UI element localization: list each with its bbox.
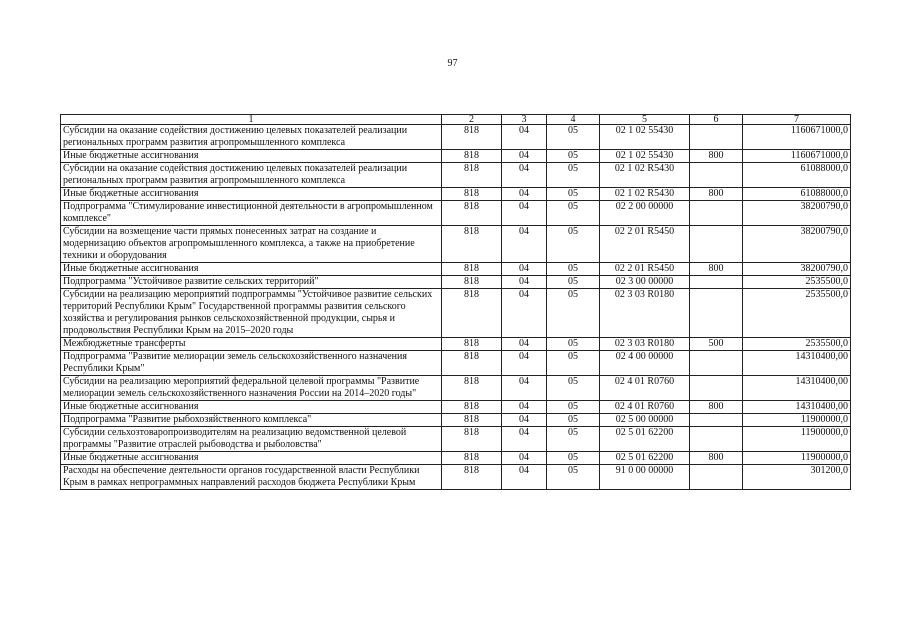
row-target-article-cell: 91 0 00 00000	[600, 465, 690, 490]
row-amount-cell: 61088000,0	[743, 163, 851, 188]
row-target-article-cell: 02 1 02 R5430	[600, 188, 690, 201]
column-header-3: 3	[502, 115, 547, 125]
row-subsection-cell: 05	[547, 125, 600, 150]
row-ved-cell: 818	[442, 276, 502, 289]
row-name-cell: Расходы на обеспечение деятельности органов государственной власти Республики Крым в рамках непрограммных направлений расходов бюджета Республики Крым	[61, 465, 442, 490]
row-section-cell: 04	[502, 201, 547, 226]
row-section-cell: 04	[502, 376, 547, 401]
row-name-cell: Субсидии на реализацию мероприятий федеральной целевой программы "Развитие мелиорации земель сельскохозяйственного назначения России на 2014–2020 годы"	[61, 376, 442, 401]
table-row	[61, 201, 851, 226]
row-amount-cell: 11900000,0	[743, 452, 851, 465]
row-name-cell: Субсидии на реализацию мероприятий подпрограммы "Устойчивое развитие сельских территорий Республики Крым" Государственной программы развития сельского хозяйства и регулирования рынков сельскохозяйственной продукции, сырья и продовольствия Республики Крым на 2015–2020 годы	[61, 289, 442, 338]
row-expense-type-cell	[690, 465, 743, 490]
row-subsection-cell: 05	[547, 414, 600, 427]
budget-table	[60, 114, 851, 490]
row-name-cell: Субсидии на возмещение части прямых понесенных затрат на создание и модернизацию объектов агропромышленного комплекса, а также на приобретение техники и оборудования	[61, 226, 442, 263]
row-section-cell: 04	[502, 452, 547, 465]
row-section-cell: 04	[502, 414, 547, 427]
row-section-cell: 04	[502, 150, 547, 163]
column-header-2: 2	[442, 115, 502, 125]
row-target-article-cell: 02 1 02 55430	[600, 125, 690, 150]
table-row	[61, 465, 851, 490]
row-target-article-cell: 02 3 00 00000	[600, 276, 690, 289]
row-section-cell: 04	[502, 289, 547, 338]
row-ved-cell: 818	[442, 188, 502, 201]
row-target-article-cell: 02 2 00 00000	[600, 201, 690, 226]
row-amount-cell: 38200790,0	[743, 201, 851, 226]
row-expense-type-cell	[690, 125, 743, 150]
table-row	[61, 452, 851, 465]
row-name-cell: Иные бюджетные ассигнования	[61, 401, 442, 414]
row-subsection-cell: 05	[547, 201, 600, 226]
column-header-6: 6	[690, 115, 743, 125]
row-subsection-cell: 05	[547, 427, 600, 452]
row-target-article-cell: 02 1 02 R5430	[600, 163, 690, 188]
table-row	[61, 414, 851, 427]
row-subsection-cell: 05	[547, 163, 600, 188]
row-ved-cell: 818	[442, 351, 502, 376]
row-expense-type-cell: 800	[690, 452, 743, 465]
row-expense-type-cell: 800	[690, 263, 743, 276]
row-ved-cell: 818	[442, 452, 502, 465]
row-name-cell: Иные бюджетные ассигнования	[61, 188, 442, 201]
row-expense-type-cell	[690, 163, 743, 188]
row-section-cell: 04	[502, 465, 547, 490]
column-header-1: 1	[61, 115, 442, 125]
row-expense-type-cell	[690, 226, 743, 263]
row-expense-type-cell: 500	[690, 338, 743, 351]
row-ved-cell: 818	[442, 163, 502, 188]
table-row	[61, 401, 851, 414]
row-ved-cell: 818	[442, 414, 502, 427]
row-expense-type-cell	[690, 289, 743, 338]
row-amount-cell: 14310400,00	[743, 351, 851, 376]
row-ved-cell: 818	[442, 376, 502, 401]
table-row	[61, 351, 851, 376]
row-amount-cell: 2535500,0	[743, 276, 851, 289]
row-ved-cell: 818	[442, 401, 502, 414]
row-subsection-cell: 05	[547, 376, 600, 401]
row-amount-cell: 38200790,0	[743, 263, 851, 276]
table-body	[61, 125, 851, 490]
table-row	[61, 276, 851, 289]
row-ved-cell: 818	[442, 338, 502, 351]
row-name-cell: Подпрограмма "Развитие рыбохозяйственного комплекса"	[61, 414, 442, 427]
table-row	[61, 226, 851, 263]
table-row	[61, 188, 851, 201]
row-target-article-cell: 02 4 01 R0760	[600, 376, 690, 401]
row-subsection-cell: 05	[547, 452, 600, 465]
row-amount-cell: 14310400,00	[743, 376, 851, 401]
row-ved-cell: 818	[442, 226, 502, 263]
row-target-article-cell: 02 5 01 62200	[600, 427, 690, 452]
row-section-cell: 04	[502, 338, 547, 351]
row-expense-type-cell	[690, 276, 743, 289]
row-expense-type-cell	[690, 201, 743, 226]
row-section-cell: 04	[502, 188, 547, 201]
column-header-7: 7	[743, 115, 851, 125]
row-target-article-cell: 02 1 02 55430	[600, 150, 690, 163]
page-number: 97	[447, 58, 458, 69]
row-subsection-cell: 05	[547, 150, 600, 163]
row-ved-cell: 818	[442, 125, 502, 150]
row-ved-cell: 818	[442, 427, 502, 452]
row-ved-cell: 818	[442, 289, 502, 338]
row-section-cell: 04	[502, 427, 547, 452]
row-name-cell: Межбюджетные трансферты	[61, 338, 442, 351]
row-target-article-cell: 02 3 03 R0180	[600, 338, 690, 351]
row-section-cell: 04	[502, 401, 547, 414]
row-name-cell: Иные бюджетные ассигнования	[61, 452, 442, 465]
row-amount-cell: 61088000,0	[743, 188, 851, 201]
table-row	[61, 150, 851, 163]
row-name-cell: Субсидии сельхозтоваропроизводителям на реализацию ведомственной целевой программы "Развитие отраслей рыбоводства и рыболовства"	[61, 427, 442, 452]
row-amount-cell: 11900000,0	[743, 427, 851, 452]
row-expense-type-cell	[690, 427, 743, 452]
row-amount-cell: 38200790,0	[743, 226, 851, 263]
row-target-article-cell: 02 3 03 R0180	[600, 289, 690, 338]
column-header-5: 5	[600, 115, 690, 125]
row-amount-cell: 11900000,0	[743, 414, 851, 427]
row-section-cell: 04	[502, 351, 547, 376]
row-name-cell: Субсидии на оказание содействия достижению целевых показателей реализации региональных программ развития агропромышленного комплекса	[61, 125, 442, 150]
row-ved-cell: 818	[442, 465, 502, 490]
row-amount-cell: 1160671000,0	[743, 125, 851, 150]
row-subsection-cell: 05	[547, 276, 600, 289]
row-expense-type-cell	[690, 376, 743, 401]
row-name-cell: Подпрограмма "Стимулирование инвестиционной деятельности в агропромышленном комплексе"	[61, 201, 442, 226]
row-subsection-cell: 05	[547, 263, 600, 276]
table-row	[61, 376, 851, 401]
table-row	[61, 163, 851, 188]
row-name-cell: Подпрограмма "Развитие мелиорации земель сельскохозяйственного назначения Республики Крым"	[61, 351, 442, 376]
table-row	[61, 427, 851, 452]
row-section-cell: 04	[502, 125, 547, 150]
table-row	[61, 263, 851, 276]
row-subsection-cell: 05	[547, 226, 600, 263]
row-target-article-cell: 02 5 00 00000	[600, 414, 690, 427]
row-target-article-cell: 02 4 00 00000	[600, 351, 690, 376]
row-amount-cell: 2535500,0	[743, 289, 851, 338]
row-amount-cell: 301200,0	[743, 465, 851, 490]
row-amount-cell: 14310400,00	[743, 401, 851, 414]
table-row	[61, 338, 851, 351]
row-target-article-cell: 02 2 01 R5450	[600, 263, 690, 276]
row-ved-cell: 818	[442, 263, 502, 276]
row-subsection-cell: 05	[547, 465, 600, 490]
column-header-4: 4	[547, 115, 600, 125]
row-name-cell: Иные бюджетные ассигнования	[61, 263, 442, 276]
row-section-cell: 04	[502, 276, 547, 289]
row-subsection-cell: 05	[547, 289, 600, 338]
table-row	[61, 125, 851, 150]
header-row	[61, 115, 851, 125]
row-amount-cell: 2535500,0	[743, 338, 851, 351]
row-target-article-cell: 02 4 01 R0760	[600, 401, 690, 414]
row-subsection-cell: 05	[547, 188, 600, 201]
row-subsection-cell: 05	[547, 338, 600, 351]
row-subsection-cell: 05	[547, 351, 600, 376]
row-ved-cell: 818	[442, 150, 502, 163]
row-amount-cell: 1160671000,0	[743, 150, 851, 163]
table-row	[61, 289, 851, 338]
row-expense-type-cell	[690, 414, 743, 427]
row-target-article-cell: 02 2 01 R5450	[600, 226, 690, 263]
row-section-cell: 04	[502, 263, 547, 276]
row-section-cell: 04	[502, 226, 547, 263]
row-ved-cell: 818	[442, 201, 502, 226]
row-name-cell: Подпрограмма "Устойчивое развитие сельских территорий"	[61, 276, 442, 289]
row-expense-type-cell	[690, 351, 743, 376]
row-name-cell: Субсидии на оказание содействия достижению целевых показателей реализации региональных программ развития агропромышленного комплекса	[61, 163, 442, 188]
row-expense-type-cell: 800	[690, 150, 743, 163]
row-name-cell: Иные бюджетные ассигнования	[61, 150, 442, 163]
row-subsection-cell: 05	[547, 401, 600, 414]
row-section-cell: 04	[502, 163, 547, 188]
row-target-article-cell: 02 5 01 62200	[600, 452, 690, 465]
row-expense-type-cell: 800	[690, 188, 743, 201]
row-expense-type-cell: 800	[690, 401, 743, 414]
